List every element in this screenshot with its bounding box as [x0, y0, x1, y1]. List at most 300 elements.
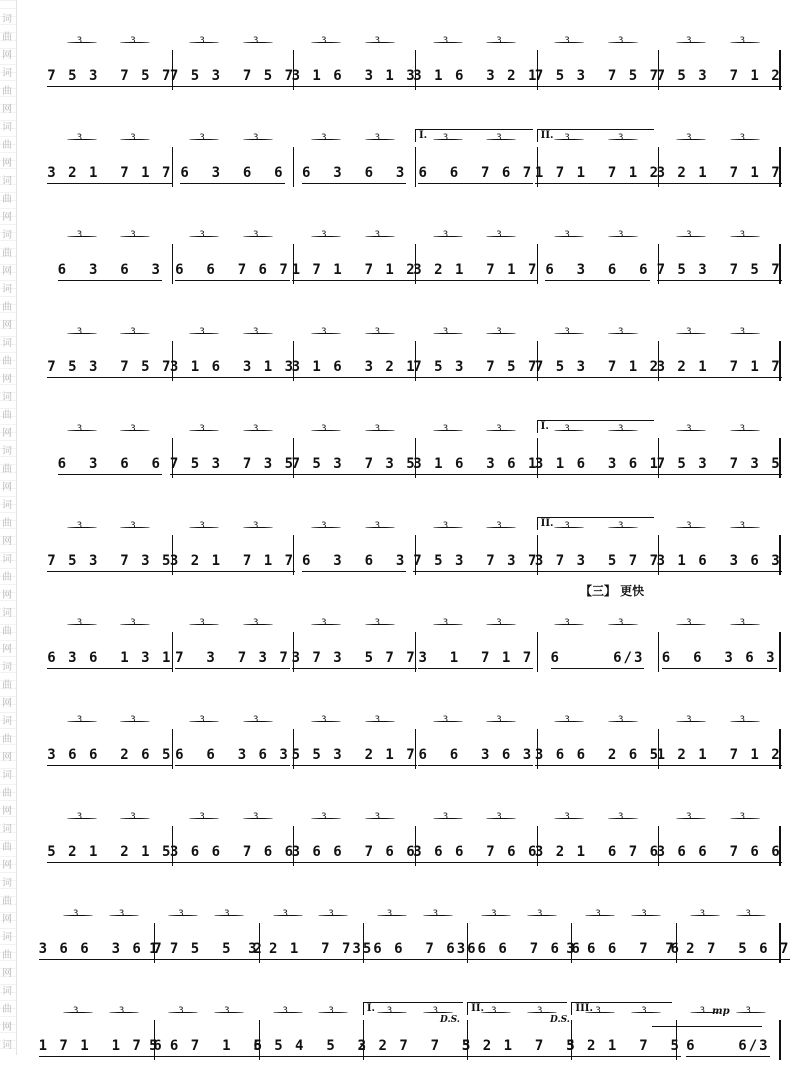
watermark-char: 网 — [2, 374, 12, 385]
measure-notes: 3 6 6 7 6 6 — [656, 844, 782, 860]
measure — [291, 230, 417, 284]
watermark-char: 曲 — [2, 356, 12, 367]
measure-notes: 3 6 6 7 6 6 — [352, 941, 478, 957]
triplet-mark: 3 — [76, 618, 83, 628]
measure — [537, 618, 658, 672]
measure — [656, 36, 782, 90]
triplet-mark: 3 — [76, 424, 83, 434]
measure — [534, 424, 661, 478]
measure-notes: 3 1 6 3 6 3 — [656, 553, 782, 569]
score-system — [47, 321, 782, 391]
watermark-char: 网 — [2, 644, 12, 655]
measure-notes: 3 6 6 2 6 5 — [534, 747, 661, 763]
triplet-mark: 3 — [442, 230, 449, 240]
watermark-char: 网 — [2, 536, 12, 547]
section-title: 【三】 更快 — [580, 584, 645, 598]
measure — [656, 521, 782, 575]
side-watermark-strip — [0, 0, 17, 1055]
measure — [291, 618, 417, 672]
volta-bracket: I. — [537, 420, 655, 433]
triplet-mark: 3 — [617, 36, 624, 46]
triplet-mark: 3 — [686, 715, 692, 725]
watermark-char: 曲 — [2, 896, 12, 907]
triplet-mark: 3 — [76, 133, 83, 143]
watermark-char: 词 — [2, 122, 12, 133]
triplet-mark: 3 — [224, 909, 230, 919]
measure — [291, 715, 417, 769]
score-system — [50, 418, 780, 488]
triplet-mark: 3 — [686, 424, 692, 434]
watermark-char: 网 — [2, 698, 12, 709]
triplet-mark: 3 — [374, 715, 381, 725]
watermark-char: 网 — [2, 320, 12, 331]
measure-notes: 3 6 6 3 6 7 — [38, 941, 164, 957]
triplet-mark: 3 — [199, 230, 205, 240]
triplet-mark: 3 — [442, 521, 449, 531]
measure-notes: 7 5 3 7 5 7 — [47, 68, 173, 84]
triplet-mark: 3 — [496, 715, 502, 725]
measure-notes: 1 7 1 1 7 6 — [38, 1038, 164, 1054]
triplet-mark: 3 — [130, 133, 136, 143]
triplet-mark: 3 — [252, 715, 259, 725]
score-system — [47, 30, 782, 100]
watermark-char: 曲 — [2, 410, 12, 421]
triplet-mark: 3 — [686, 812, 692, 822]
triplet-mark: 3 — [496, 424, 502, 434]
measure-notes: 3 6 6 7 6 6 — [291, 844, 417, 860]
final-rule — [652, 1026, 762, 1027]
triplet-mark: 3 — [617, 521, 624, 531]
measure-notes: 6 6 7 6 7 — [418, 165, 534, 181]
triplet-mark: 3 — [130, 230, 136, 240]
measure-notes: 6 6 3 6 3 — [661, 650, 777, 666]
triplet-mark: 3 — [617, 812, 624, 822]
watermark-char: 曲 — [2, 86, 12, 97]
measure — [47, 618, 173, 672]
measure — [47, 133, 173, 187]
watermark-char: 曲 — [2, 248, 12, 259]
triplet-mark: 3 — [76, 521, 83, 531]
triplet-mark: 3 — [130, 715, 136, 725]
measure — [291, 36, 417, 90]
triplet-mark: 3 — [252, 36, 259, 46]
triplet-mark: 3 — [76, 812, 83, 822]
measure-notes: 3 6 6 7 6 6 — [413, 844, 539, 860]
measure-notes: 1 2 1 7 1 2 — [656, 747, 782, 763]
watermark-char: 网 — [2, 752, 12, 763]
triplet-mark: 3 — [374, 812, 381, 822]
triplet-mark: 3 — [321, 424, 327, 434]
triplet-mark: 3 — [252, 812, 259, 822]
watermark-char: 词 — [2, 770, 12, 781]
watermark-char: 网 — [2, 806, 12, 817]
triplet-mark: 3 — [617, 715, 624, 725]
triplet-mark: 3 — [130, 36, 136, 46]
watermark-char: 网 — [2, 158, 12, 169]
triplet-mark: 3 — [386, 1006, 393, 1016]
watermark-char: 词 — [2, 230, 12, 241]
measure — [534, 715, 661, 769]
triplet-mark: 3 — [686, 230, 692, 240]
triplet-mark: 3 — [617, 424, 624, 434]
triplet-mark: 3 — [699, 909, 706, 919]
measure-notes: 5 6 7 1 5 — [149, 1038, 264, 1054]
measure — [47, 812, 173, 866]
measure-notes: 3 1 6 3 2 1 — [413, 68, 539, 84]
triplet-mark: 3 — [491, 1006, 497, 1016]
watermark-char: 词 — [2, 932, 12, 943]
triplet-mark: 3 — [252, 133, 259, 143]
measure-notes: 3 1 6 3 1 3 — [291, 68, 417, 84]
triplet-mark: 3 — [130, 521, 136, 531]
score-system — [47, 709, 782, 779]
triplet-mark: 3 — [282, 909, 288, 919]
triplet-mark: 3 — [699, 1006, 706, 1016]
triplet-mark: 3 — [130, 327, 136, 337]
triplet-mark: 3 — [199, 812, 205, 822]
triplet-mark: 3 — [328, 909, 334, 919]
watermark-char: 曲 — [2, 32, 12, 43]
measure-notes: 3 2 1 7 1 7 — [169, 553, 296, 569]
watermark-char: 词 — [2, 68, 12, 79]
triplet-mark: 3 — [496, 230, 502, 240]
triplet-mark: 3 — [564, 327, 570, 337]
watermark-char: 网 — [2, 1022, 12, 1033]
triplet-mark: 3 — [374, 424, 381, 434]
triplet-mark: 3 — [739, 424, 746, 434]
watermark-char: 网 — [2, 860, 12, 871]
triplet-mark: 3 — [76, 327, 83, 337]
volta-bracket: III. — [571, 1002, 671, 1015]
measure — [415, 715, 536, 769]
triplet-mark: 3 — [442, 715, 449, 725]
measure — [248, 909, 374, 963]
watermark-char: 曲 — [2, 1004, 12, 1015]
triplet-mark: 3 — [321, 715, 327, 725]
measure — [149, 909, 264, 963]
triplet-mark: 3 — [321, 133, 327, 143]
measure-notes: 6 6/3 — [550, 650, 645, 666]
triplet-mark: 3 — [328, 1006, 334, 1016]
triplet-mark: 3 — [496, 327, 502, 337]
measure-notes: 7 5 3 7 5 7 — [656, 262, 782, 278]
triplet-mark: 3 — [118, 909, 125, 919]
triplet-mark: 3 — [442, 424, 449, 434]
triplet-mark: 3 — [321, 618, 327, 628]
triplet-mark: 3 — [374, 327, 381, 337]
triplet-mark: 3 — [252, 424, 259, 434]
triplet-mark: 3 — [595, 909, 601, 919]
triplet-mark: 3 — [199, 424, 205, 434]
measure — [656, 327, 782, 381]
triplet-mark: 3 — [745, 909, 751, 919]
triplet-mark: 3 — [496, 36, 502, 46]
measure-notes: 5 2 1 2 1 5 — [47, 844, 173, 860]
watermark-char: 网 — [2, 914, 12, 925]
triplet-mark: 3 — [536, 909, 543, 919]
triplet-mark: 3 — [321, 521, 327, 531]
watermark-char: 网 — [2, 104, 12, 115]
triplet-mark: 3 — [496, 618, 502, 628]
score-system — [47, 806, 782, 876]
measure — [149, 1006, 264, 1060]
measure — [656, 133, 782, 187]
triplet-mark: 3 — [739, 715, 746, 725]
measure — [293, 521, 414, 575]
watermark-char: 曲 — [2, 140, 12, 151]
watermark-char: 曲 — [2, 518, 12, 529]
measure-notes: 3 2 1 7 1 7 — [656, 359, 782, 375]
measure — [291, 424, 417, 478]
measure — [172, 715, 293, 769]
measure — [172, 133, 293, 187]
measure — [415, 618, 536, 672]
measure-notes: 3 6 6 7 6 6 — [456, 941, 582, 957]
watermark-char: 词 — [2, 500, 12, 511]
triplet-mark: 3 — [739, 812, 746, 822]
measure-notes: 7 5 3 7 3 5 — [47, 553, 173, 569]
triplet-mark: 3 — [686, 327, 692, 337]
measure-notes: 3 2 1 7 5 — [461, 1038, 577, 1054]
watermark-char: 词 — [2, 716, 12, 727]
measure-notes: 3 1 7 1 7 — [418, 650, 534, 666]
triplet-mark: 3 — [442, 327, 449, 337]
triplet-mark: 3 — [130, 812, 136, 822]
measure — [537, 230, 658, 284]
triplet-mark: 3 — [739, 618, 746, 628]
triplet-mark: 3 — [321, 327, 327, 337]
measure-notes: 7 5 3 7 3 5 — [169, 456, 296, 472]
watermark-char: 词 — [2, 338, 12, 349]
triplet-mark: 3 — [374, 230, 381, 240]
triplet-mark: 3 — [442, 133, 449, 143]
triplet-mark: 3 — [686, 36, 692, 46]
measure-notes: 3 2 1 7 5 — [566, 1038, 681, 1054]
measure — [665, 909, 791, 963]
watermark-char: 曲 — [2, 788, 12, 799]
measure-notes: 3 6 6 7 6 6 — [169, 844, 296, 860]
volta-bracket: I. — [363, 1002, 463, 1015]
watermark-char: 词 — [2, 284, 12, 295]
measure — [47, 715, 173, 769]
triplet-mark: 3 — [386, 909, 393, 919]
watermark-char: 网 — [2, 968, 12, 979]
watermark-char: 词 — [2, 14, 12, 25]
triplet-mark: 3 — [199, 618, 205, 628]
measure — [293, 133, 414, 187]
watermark-char: 曲 — [2, 842, 12, 853]
measure — [291, 812, 417, 866]
watermark-char: 网 — [2, 266, 12, 277]
measure-notes: 6 3 6 1 3 1 — [47, 650, 173, 666]
measure-notes: 3 1 6 3 2 1 — [291, 359, 417, 375]
triplet-mark: 3 — [564, 618, 570, 628]
measure-notes: 7 5 3 7 5 7 — [534, 68, 661, 84]
measure — [656, 424, 782, 478]
watermark-char: 词 — [2, 878, 12, 889]
triplet-mark: 3 — [491, 909, 497, 919]
measure-notes: 7 5 3 7 5 7 — [169, 68, 296, 84]
triplet-mark: 3 — [72, 1006, 79, 1016]
measure — [534, 812, 661, 866]
watermark-char: 曲 — [2, 950, 12, 961]
measure-notes: 7 5 3 7 5 7 — [413, 359, 539, 375]
triplet-mark: 3 — [199, 521, 205, 531]
watermark-char: 词 — [2, 392, 12, 403]
measure — [413, 521, 539, 575]
measure-notes: 3 2 1 7 7 5 — [248, 941, 374, 957]
triplet-mark: 3 — [199, 715, 205, 725]
measure-notes: 1 7 5 5 2 — [149, 941, 264, 957]
watermark-char: 词 — [2, 986, 12, 997]
measure-notes: 3 1 6 3 6 1 — [413, 456, 539, 472]
triplet-mark: 3 — [595, 1006, 601, 1016]
score-system — [47, 515, 782, 585]
triplet-mark: 3 — [739, 230, 746, 240]
triplet-mark: 3 — [564, 230, 570, 240]
triplet-mark: 3 — [76, 230, 83, 240]
triplet-mark: 3 — [282, 1006, 288, 1016]
score-system — [50, 224, 780, 294]
triplet-mark: 3 — [321, 230, 327, 240]
triplet-mark: 3 — [374, 133, 381, 143]
measure-notes: 3 7 3 5 7 7 — [534, 553, 661, 569]
measure — [38, 909, 164, 963]
ds-mark-2: D.S. — [550, 1015, 570, 1025]
triplet-mark: 3 — [374, 618, 381, 628]
triplet-mark: 3 — [739, 133, 746, 143]
score-system — [47, 127, 782, 197]
triplet-mark: 3 — [617, 230, 624, 240]
measure — [357, 1006, 473, 1060]
triplet-mark: 3 — [496, 521, 502, 531]
measure-notes: 6 6/3 — [686, 1038, 770, 1054]
measure-notes: 6 3 6 6 — [57, 456, 162, 472]
triplet-mark: 3 — [442, 36, 449, 46]
dynamic-marking: mp — [712, 1006, 730, 1017]
volta-bracket: II. — [537, 517, 655, 530]
triplet-mark: 3 — [178, 909, 184, 919]
watermark-char: 网 — [2, 428, 12, 439]
measure — [50, 424, 170, 478]
watermark-char: 网 — [2, 590, 12, 601]
measure-notes: 3 7 3 5 7 7 — [291, 650, 417, 666]
triplet-mark: 3 — [564, 812, 570, 822]
watermark-char: 网 — [2, 212, 12, 223]
watermark-char: 曲 — [2, 734, 12, 745]
watermark-char: 词 — [2, 662, 12, 673]
measure-notes: 3 2 7 7 5 — [357, 1038, 473, 1054]
triplet-mark: 3 — [374, 36, 381, 46]
triplet-mark: 3 — [564, 715, 570, 725]
measure — [253, 1006, 369, 1060]
triplet-mark: 3 — [321, 812, 327, 822]
triplet-mark: 3 — [686, 521, 692, 531]
measure-notes: 3 2 1 6 7 6 — [534, 844, 661, 860]
measure — [656, 715, 782, 769]
score-system — [47, 612, 780, 682]
measure-notes: 3 2 1 7 1 7 — [47, 165, 173, 181]
triplet-mark: 3 — [745, 1006, 751, 1016]
measure-notes: 7 5 3 7 1 2 — [534, 359, 661, 375]
watermark-char: 词 — [2, 824, 12, 835]
triplet-mark: 3 — [199, 327, 205, 337]
measure — [658, 618, 781, 672]
triplet-mark: 3 — [617, 327, 624, 337]
triplet-mark: 3 — [130, 618, 136, 628]
triplet-mark: 3 — [564, 133, 570, 143]
triplet-mark: 3 — [564, 36, 570, 46]
measure — [456, 909, 582, 963]
measure-notes: 6 5 4 5 2 — [253, 1038, 369, 1054]
measure — [656, 812, 782, 866]
measure-notes: 1 7 1 7 1 2 — [534, 165, 661, 181]
score-system — [38, 1000, 780, 1070]
measure-notes: 3 6 6 7 6 — [566, 941, 681, 957]
watermark-char: 词 — [2, 554, 12, 565]
measure — [291, 327, 417, 381]
triplet-mark: 3 — [76, 715, 83, 725]
triplet-mark: 3 — [442, 618, 449, 628]
watermark-char: 网 — [2, 50, 12, 61]
triplet-mark: 3 — [617, 618, 624, 628]
measure-notes: 3 2 1 7 1 7 — [656, 165, 782, 181]
triplet-mark: 3 — [76, 36, 83, 46]
score-system — [38, 903, 791, 973]
measure — [169, 327, 296, 381]
measure — [413, 36, 539, 90]
triplet-mark: 3 — [432, 909, 439, 919]
triplet-mark: 3 — [686, 618, 692, 628]
triplet-mark: 3 — [617, 133, 624, 143]
triplet-mark: 3 — [442, 812, 449, 822]
watermark-char: 曲 — [2, 194, 12, 205]
measure-notes: 3 1 6 3 1 3 — [169, 359, 296, 375]
measure-notes: 6 6 7 6 7 — [175, 262, 290, 278]
measure-notes: 7 3 7 3 7 — [175, 650, 290, 666]
measure-notes: 7 2 7 5 6 7 — [665, 941, 791, 957]
measure-notes: 7 5 3 7 5 7 — [47, 359, 173, 375]
triplet-mark: 3 — [641, 1006, 647, 1016]
measure — [169, 36, 296, 90]
triplet-mark: 3 — [739, 521, 746, 531]
measure — [169, 521, 296, 575]
measure — [50, 230, 170, 284]
ds-mark-1: D.S. — [440, 1015, 460, 1025]
measure-notes: 6 3 6 6 — [180, 165, 285, 181]
triplet-mark: 3 — [252, 521, 259, 531]
volta-bracket: I. — [415, 129, 533, 142]
measure — [169, 812, 296, 866]
measure — [47, 36, 173, 90]
triplet-mark: 3 — [252, 230, 259, 240]
measure-notes: 7 5 3 7 3 5 — [656, 456, 782, 472]
measure-notes: 1 7 1 7 1 2 — [291, 262, 417, 278]
measure — [415, 133, 536, 187]
watermark-char: 曲 — [2, 302, 12, 313]
triplet-mark: 3 — [564, 521, 570, 531]
measure — [413, 230, 539, 284]
measure — [47, 327, 173, 381]
measure-notes: 7 5 3 7 3 5 — [291, 456, 417, 472]
measure — [413, 812, 539, 866]
triplet-mark: 3 — [118, 1006, 125, 1016]
measure-notes: 3 1 6 3 6 1 — [534, 456, 661, 472]
measure — [169, 424, 296, 478]
triplet-mark: 3 — [739, 327, 746, 337]
measure — [534, 36, 661, 90]
measure-notes: 3 6 6 2 6 5 — [47, 747, 173, 763]
